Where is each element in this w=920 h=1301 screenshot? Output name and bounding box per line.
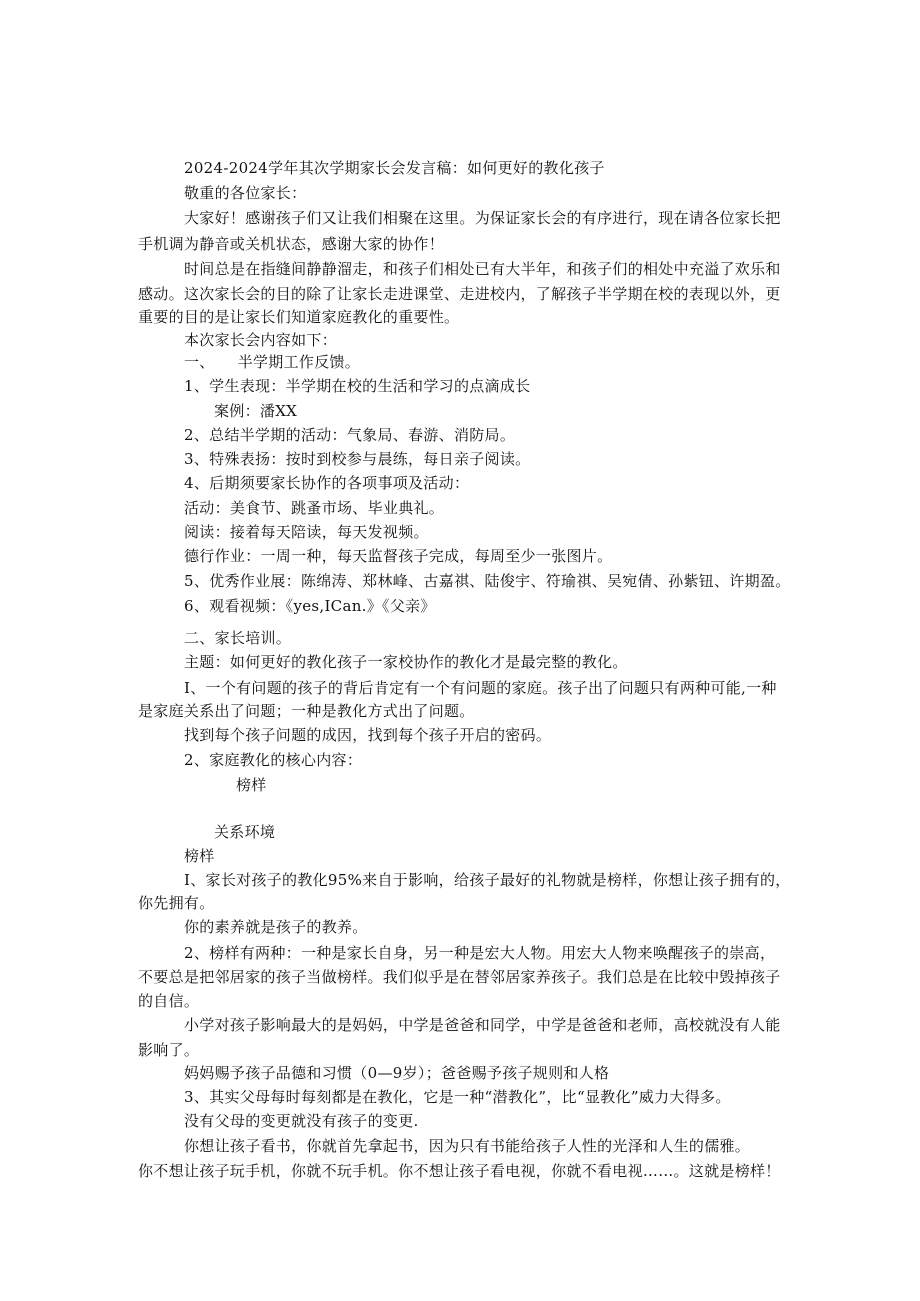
body-line: I、家长对孩子的教化95%来自于影响，给孩子最好的礼物就是榜样，你想让孩子拥有的， [184,871,791,889]
diagram-label: 关系环境 [214,823,276,841]
body-line: 3、其实父母每时每刻都是在教化，它是一种“潜教化”，比“显教化”威力大得多。 [184,1088,731,1106]
body-line: 感动。这次家长会的目的除了让家长走进课堂、走进校内，了解孩子半学期在校的表现以外，更 [138,285,781,303]
body-line: I、一个有问题的孩子的背后肯定有一个有问题的家庭。孩子出了问题只有两种可能,一种 [184,679,777,697]
body-line: 不要总是把邻居家的孩子当做榜样。我们似乎是在替邻居家养孩子。我们总是在比较中毁掉孩子 [138,968,781,986]
body-line: 德行作业：一周一种，每天监督孩子完成，每周至少一张图片。 [184,547,613,565]
body-line: 大家好！感谢孩子们又让我们相聚在这里。为保证家长会的有序进行，现在请各位家长把 [184,209,781,227]
body-line: 你先拥有。 [138,894,215,912]
body-line: 你的素养就是孩子的教养。 [184,918,368,936]
body-line: 活动：美食节、跳蚤市场、毕业典礼。 [184,499,445,517]
body-line: 2、榜样有两种：一种是家长自身，另一种是宏大人物。用宏大人物来唤醒孩子的崇高， [184,944,776,962]
body-line: 手机调为静音或关机状态，感谢大家的协作！ [138,235,445,253]
section-heading: 二、家长培训。 [184,629,292,647]
body-line: 本次家长会内容如下： [184,331,338,349]
list-item: 5、优秀作业展：陈绵涛、郑林峰、古嘉祺、陆俊宇、符瑜祺、吴宛倩、孙紫钮、许期盈。 [184,572,791,590]
body-line: 时间总是在指缝间静静溜走，和孩子们相处已有大半年，和孩子们的相处中充溢了欢乐和 [184,260,781,278]
list-item: 2、总结半学期的活动：气象局、春游、消防局。 [184,426,516,444]
list-item: 6、观看视频：《yes,ICan.》《父亲》 [184,597,436,615]
body-line: 案例：潘XX [214,402,298,420]
list-item: 2、家庭教化的核心内容： [184,751,363,769]
body-line: 找到每个孩子问题的成因，找到每个孩子开启的密码。 [184,726,552,744]
list-item: 4、后期须要家长协作的各项事项及活动： [184,474,470,492]
subheading: 榜样 [184,847,215,865]
body-line: 主题：如何更好的教化孩子一家校协作的教化才是最完整的教化。 [184,653,628,671]
body-line: 妈妈赐予孩子品德和习惯（0—9岁）；爸爸赐予孩子规则和人格 [184,1064,610,1082]
document-title: 2024-2024学年其次学期家长会发言稿：如何更好的教化孩子 [184,159,605,177]
body-line: 重要的目的是让家长们知道家庭教化的重要性。 [138,308,460,326]
body-line: 的自信。 [138,992,200,1010]
diagram-label: 榜样 [236,776,267,794]
salutation: 敬重的各位家长： [184,184,307,202]
body-line: 你不想让孩子玩手机，你就不玩手机。你不想让孩子看电视，你就不看电视……。这就是榜样！ [138,1162,781,1180]
list-item: 3、特殊表扬：按时到校参与晨练，每日亲子阅读。 [184,450,531,468]
section-heading: 一、 半学期工作反馈。 [184,353,361,371]
body-line: 阅读：接着每天陪读，每天发视频。 [184,523,429,541]
list-item: 1、学生表现：半学期在校的生活和学习的点滴成长 [184,377,531,395]
body-line: 你想让孩子看书，你就首先拿起书，因为只有书能给孩子人性的光泽和人生的儒雅。 [184,1137,751,1155]
body-line: 小学对孩子影响最大的是妈妈，中学是爸爸和同学，中学是爸爸和老师，高校就没有人能 [184,1016,781,1034]
body-line: 是家庭关系出了问题；一种是教化方式出了问题。 [138,702,475,720]
body-line: 没有父母的变更就没有孩子的变更. [184,1112,419,1130]
body-line: 影响了。 [138,1041,200,1059]
